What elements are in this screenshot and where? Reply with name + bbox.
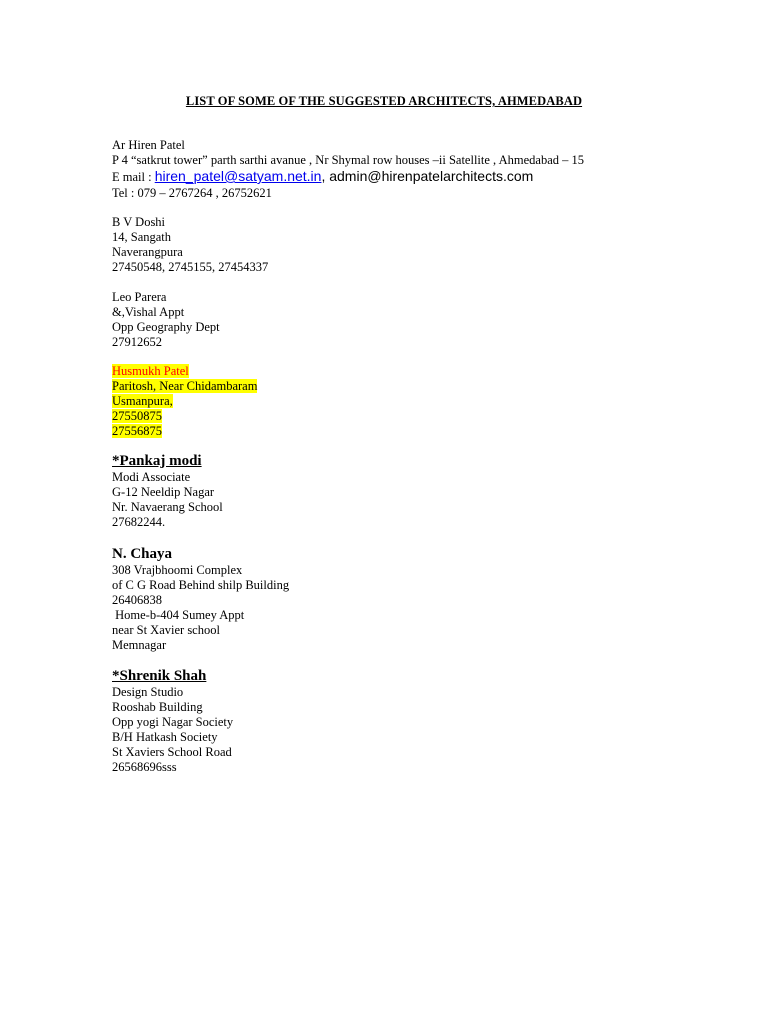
- architect-heading: *Pankaj modi: [112, 453, 202, 469]
- architect-heading: N. Chaya: [112, 546, 173, 562]
- address-line: &,Vishal Appt: [112, 305, 185, 319]
- architect-phone: 27912652: [112, 335, 162, 349]
- address-line: Opp Geography Dept: [112, 320, 220, 334]
- architect-name: Leo Parera: [112, 290, 167, 304]
- email-secondary: , admin@hirenpatelarchitects.com: [321, 168, 534, 184]
- architect-phone: 27682244.: [112, 515, 166, 529]
- architect-address: P 4 “satkrut tower” parth sarthi avanue , Nr Shymal row houses –ii Satellite , Ahmedabad – 15: [112, 153, 585, 167]
- address-line: G-12 Neeldip Nagar: [112, 485, 215, 499]
- address-line: near St Xavier school: [112, 623, 220, 637]
- entry-hiren-patel: [112, 138, 584, 201]
- address-line: St Xaviers School Road: [112, 745, 232, 759]
- entry-husmukh-patel: [112, 364, 257, 439]
- address-line: Modi Associate: [112, 470, 191, 484]
- address-line: 14, Sangath: [112, 230, 172, 244]
- architect-phone-highlighted: 27550875: [112, 409, 162, 423]
- document-title: LIST OF SOME OF THE SUGGESTED ARCHITECTS, AHMEDABAD: [185, 94, 583, 108]
- architect-name: Ar Hiren Patel: [112, 138, 185, 152]
- architect-heading: *Shrenik Shah: [112, 668, 207, 684]
- email-link[interactable]: hiren_patel@satyam.net.in: [154, 168, 322, 184]
- architect-name-highlighted: Husmukh Patel: [112, 364, 189, 378]
- email-line: [112, 168, 584, 186]
- address-line: Nr. Navaerang School: [112, 500, 223, 514]
- architect-phone: 27450548, 2745155, 27454337: [112, 260, 269, 274]
- address-line: Design Studio: [112, 685, 184, 699]
- address-line: Naverangpura: [112, 245, 183, 259]
- address-line: of C G Road Behind shilp Building: [112, 578, 290, 592]
- address-line: Memnagar: [112, 638, 167, 652]
- address-line: B/H Hatkash Society: [112, 730, 218, 744]
- entry-pankaj-modi: [112, 452, 223, 530]
- entry-bv-doshi: [112, 215, 268, 275]
- entry-n-chaya: [112, 545, 289, 653]
- address-line-highlighted: Usmanpura,: [112, 394, 173, 408]
- entry-shrenik-shah: [112, 667, 233, 775]
- address-line: 308 Vrajbhoomi Complex: [112, 563, 243, 577]
- architect-phone-highlighted: 27556875: [112, 424, 162, 438]
- address-line: Opp yogi Nagar Society: [112, 715, 234, 729]
- entry-leo-parera: [112, 290, 220, 350]
- architect-phone: 26568696sss: [112, 760, 177, 774]
- address-line: Home-b-404 Sumey Appt: [112, 608, 245, 622]
- architect-name: B V Doshi: [112, 215, 166, 229]
- architect-phone: 26406838: [112, 593, 162, 607]
- email-label: E mail :: [112, 170, 155, 184]
- architect-phone: Tel : 079 – 2767264 , 26752621: [112, 186, 272, 200]
- address-line-highlighted: Paritosh, Near Chidambaram: [112, 379, 258, 393]
- address-line: Rooshab Building: [112, 700, 203, 714]
